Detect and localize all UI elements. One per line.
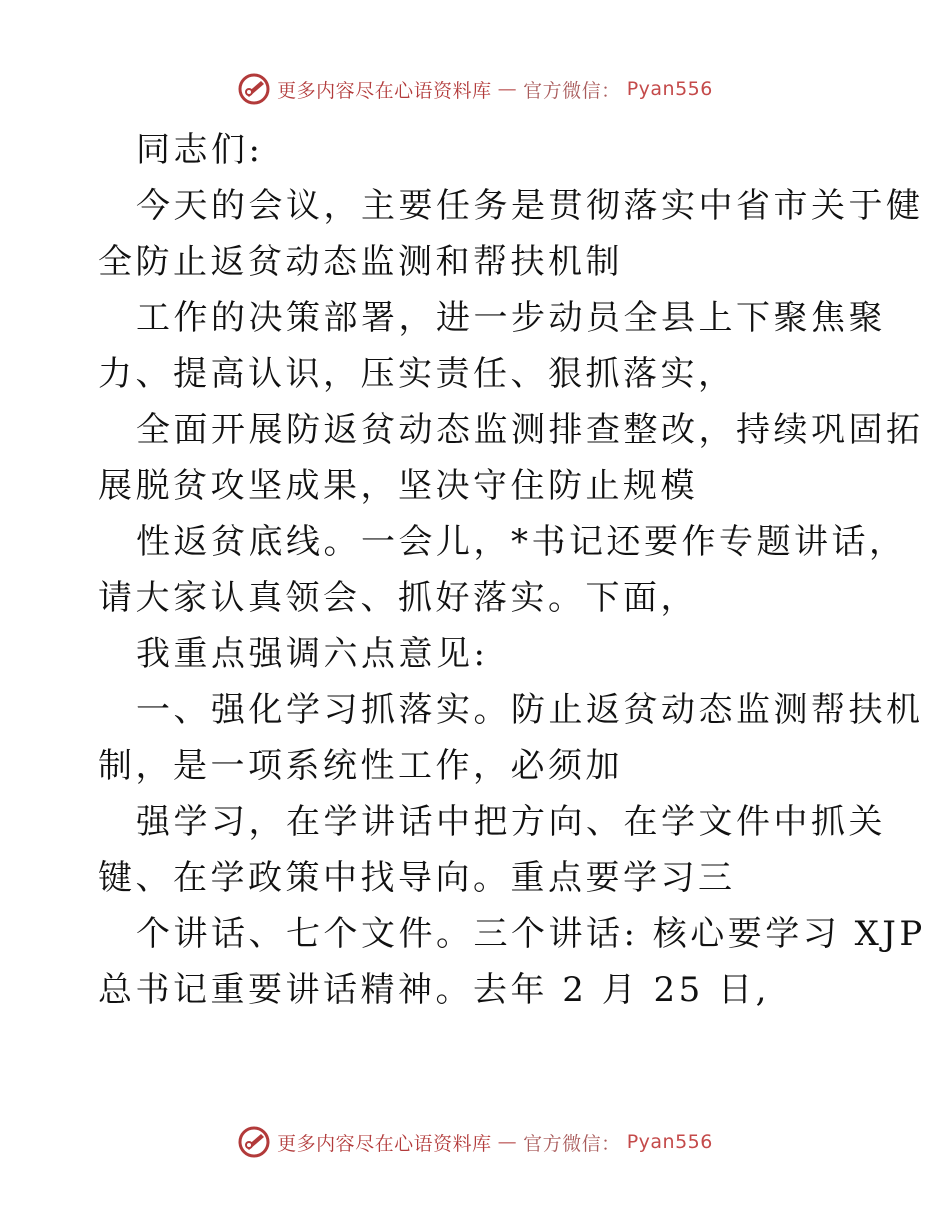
- text-line: 个讲话、七个文件。三个讲话: 核心要学习 XJP: [136, 914, 926, 954]
- footer-watermark: [0, 1125, 950, 1159]
- text-line: 强学习，在学讲话中把方向、在学文件中抓关: [136, 802, 886, 842]
- text-line: 总书记重要讲话精神。去年 2 月 25 日,: [98, 970, 770, 1010]
- text-line: 键、在学政策中找导向。重点要学习三: [98, 858, 736, 898]
- watermark-text: 更多内容尽在心语资料库: [277, 79, 492, 102]
- watermark-label: 官方微信：: [523, 1132, 621, 1155]
- text-line: 同志们:: [136, 130, 264, 170]
- text-line: 展脱贫攻坚成果，坚决守住防止规模: [98, 466, 698, 506]
- watermark-dash: —: [497, 1131, 518, 1153]
- text-line: 全面开展防返贫动态监测排查整改，持续巩固拓: [136, 410, 924, 450]
- text-line: 一、强化学习抓落实。防止返贫动态监测帮扶机: [136, 690, 924, 730]
- watermark-text: 更多内容尽在心语资料库: [277, 1132, 492, 1155]
- text-line: 力、提高认识，压实责任、狠抓落实，: [98, 354, 736, 394]
- text-line: 今天的会议，主要任务是贯彻落实中省市关于健: [136, 186, 924, 226]
- brand-logo-icon: [237, 72, 271, 106]
- text-line: 工作的决策部署，进一步动员全县上下聚焦聚: [136, 298, 886, 338]
- watermark-wechat-id: Pyan556: [626, 1131, 713, 1153]
- text-line: 请大家认真领会、抓好落实。下面，: [98, 578, 698, 618]
- watermark-wechat-id: Pyan556: [626, 78, 713, 100]
- text-line: 我重点强调六点意见:: [136, 634, 489, 674]
- header-watermark: [0, 72, 950, 106]
- text-line: 全防止返贫动态监测和帮扶机制: [98, 242, 623, 282]
- watermark-label: 官方微信：: [523, 79, 621, 102]
- text-line: 制，是一项系统性工作，必须加: [98, 746, 623, 786]
- document-body: [98, 122, 926, 1018]
- watermark-dash: —: [497, 78, 518, 100]
- text-line: 性返贫底线。一会儿，*书记还要作专题讲话，: [136, 522, 907, 562]
- brand-logo-icon: [237, 1125, 271, 1159]
